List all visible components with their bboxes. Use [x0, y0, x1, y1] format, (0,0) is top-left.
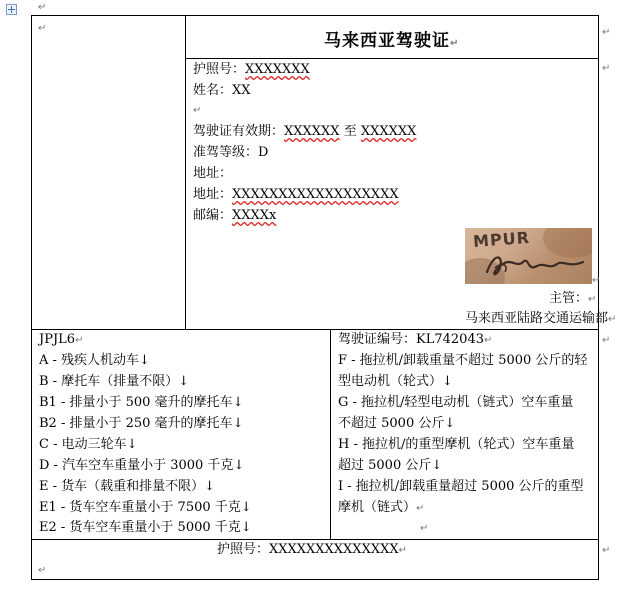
- class-item: E2 - 货车空车重量小于 5000 千克↓: [39, 520, 252, 535]
- postcode-label: 邮编：: [193, 208, 233, 223]
- paragraph-mark-icon: ↵: [420, 523, 429, 534]
- name-line: [193, 83, 251, 99]
- class-item: E - 货车（载重和排量不限）↓: [39, 479, 216, 494]
- license-number-line: 驾驶证编号：KL742043↵: [338, 332, 493, 347]
- department-name: 马来西亚陆路交通运输部: [465, 311, 609, 326]
- passport-label: 护照号：: [193, 62, 246, 77]
- class-item: B - 摩托车（排量不限）↓: [39, 374, 190, 389]
- class-item: E1 - 货车空车重量小于 7500 千克↓: [39, 500, 252, 515]
- table-divider: [31, 539, 599, 540]
- license-number-label: 驾驶证编号：: [338, 332, 417, 347]
- stamp-text: MPUR: [472, 228, 531, 251]
- document-title: 马来西亚驾驶证↵: [324, 31, 460, 51]
- postcode-value: XXXXx: [232, 208, 277, 223]
- class-item-right: 超过 5000 公斤↓: [338, 458, 443, 473]
- class-item: A - 残疾人机动车↓: [39, 353, 150, 368]
- license-table: [31, 15, 599, 580]
- passport-value: XXXXXXX: [245, 62, 310, 77]
- address-label: 地址：: [193, 187, 233, 202]
- supervisor-line: 主管：↵: [549, 291, 597, 306]
- license-number-value: KL742043: [416, 332, 484, 347]
- paragraph-mark-icon: ↵: [38, 565, 47, 576]
- class-item: C - 电动三轮车↓: [39, 437, 138, 452]
- signature-stamp-image: [465, 228, 592, 284]
- class-item-right: 不超过 5000 公斤↓: [338, 416, 456, 431]
- footer-passport-line: 护照号：XXXXXXXXXXXXXX↵: [217, 542, 407, 557]
- class-line: [193, 145, 268, 161]
- class-item-right: F - 拖拉机/卸载重量不超过 5000 公斤的轻: [338, 353, 588, 368]
- class-item: B2 - 排量小于 250 毫升的摩托车↓: [39, 416, 244, 431]
- footer-passport-value: XXXXXXXXXXXXXX: [269, 542, 399, 557]
- table-divider: [185, 15, 186, 329]
- paragraph-mark-icon: ↵: [592, 275, 601, 286]
- class-item: D - 汽车空车重量小于 3000 千克↓: [39, 458, 245, 473]
- address-line-1: [193, 166, 232, 182]
- table-divider: [31, 329, 599, 330]
- address-line-2: [193, 187, 399, 203]
- class-item-right: G - 拖拉机/轻型电动机（链式）空车重量: [338, 395, 574, 410]
- department-line: 马来西亚陆路交通运输部↵: [465, 311, 617, 326]
- class-label: 准驾等级：: [193, 145, 259, 160]
- validity-to-word: 至: [343, 124, 357, 139]
- address-value: XXXXXXXXXXXXXXXXXX: [232, 187, 399, 202]
- cell-end-mark-icon: ↵: [602, 63, 611, 74]
- name-value: XX: [232, 83, 251, 98]
- cell-end-mark-icon: ↵: [602, 335, 611, 346]
- class-item-right: 摩机（链式）↵: [338, 500, 425, 515]
- footer-passport-label: 护照号：: [217, 542, 270, 557]
- class-item-right: I - 拖拉机/卸载重量超过 5000 公斤的重型: [338, 479, 584, 494]
- paragraph-mark-icon: ↵: [38, 2, 47, 13]
- paragraph-mark-icon: ↵: [193, 105, 202, 116]
- signature-icon: [465, 228, 592, 284]
- paragraph-mark-icon: ↵: [38, 23, 47, 34]
- passport-line: [193, 62, 310, 78]
- class-value: D: [258, 145, 269, 160]
- validity-line: [193, 124, 416, 140]
- table-move-handle-icon[interactable]: [6, 4, 17, 15]
- class-item-right: H - 拖拉机/的重型摩机（轮式）空车重量: [338, 437, 575, 452]
- address-label: 地址：: [193, 166, 233, 181]
- class-item-right: 型电动机（轮式）↓: [338, 374, 453, 389]
- class-code: JPJL6↵: [39, 332, 84, 347]
- validity-label: 驾驶证有效期：: [193, 124, 285, 139]
- cell-end-mark-icon: ↵: [602, 545, 611, 556]
- validity-from: XXXXXX: [284, 124, 340, 139]
- table-divider: [185, 58, 599, 59]
- postcode-line: [193, 208, 276, 224]
- table-divider: [330, 329, 331, 539]
- supervisor-label: 主管：: [549, 291, 589, 306]
- validity-to: XXXXXX: [360, 124, 417, 139]
- name-label: 姓名：: [193, 83, 233, 98]
- class-item: B1 - 排量小于 500 毫升的摩托车↓: [39, 395, 244, 410]
- cell-end-mark-icon: ↵: [602, 27, 611, 38]
